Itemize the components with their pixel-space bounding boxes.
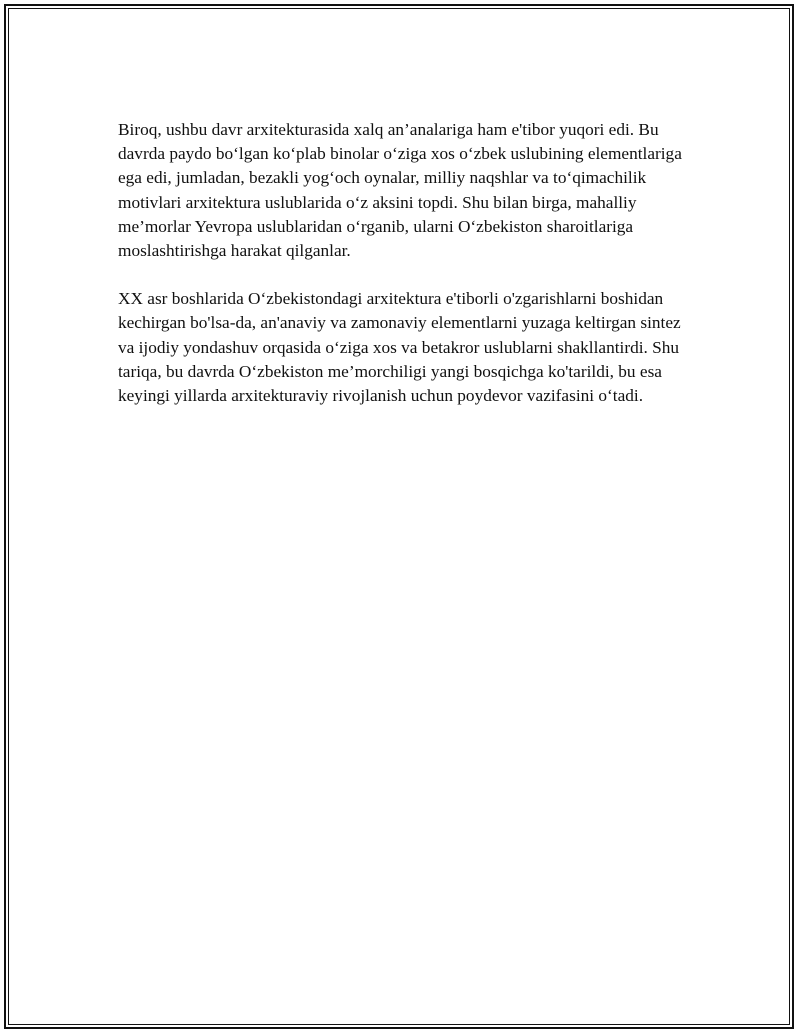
paragraph-1: Biroq, ushbu davr arxitekturasida xalq an’analariga ham e'tibor yuqori edi. Bu davrda paydo boʻlgan koʻplab binolar oʻziga xos oʻzbek uslubining elementlariga ega edi, jumladan, bezakli yogʻoch oynalar, milliy naqshlar va toʻqimachilik motivlari arxitektura uslublarida oʻz aksini topdi. Shu bilan birga, mahalliy me’morlar Yevropa uslublaridan oʻrganib, ularni Oʻzbekiston sharoitlariga moslashtirishga harakat qilganlar. — [118, 120, 682, 261]
document-body — [118, 118, 688, 432]
paragraph-2: XX asr boshlarida Oʻzbekistondagi arxitektura e'tiborli o'zgarishlarni boshidan kechirgan bo'lsa-da, an'anaviy va zamonaviy elementlarni yuzaga keltirgan sintez va ijodiy yondashuv orqasida oʻziga xos va betakror uslublarni shakllantirdi. Shu tariqa, bu davrda Oʻzbekiston me’morchiligi yangi bosqichga ko'tarildi, bu esa keyingi yillarda arxitekturaviy rivojlanish uchun poydevor vazifasini oʻtadi. — [118, 289, 681, 406]
